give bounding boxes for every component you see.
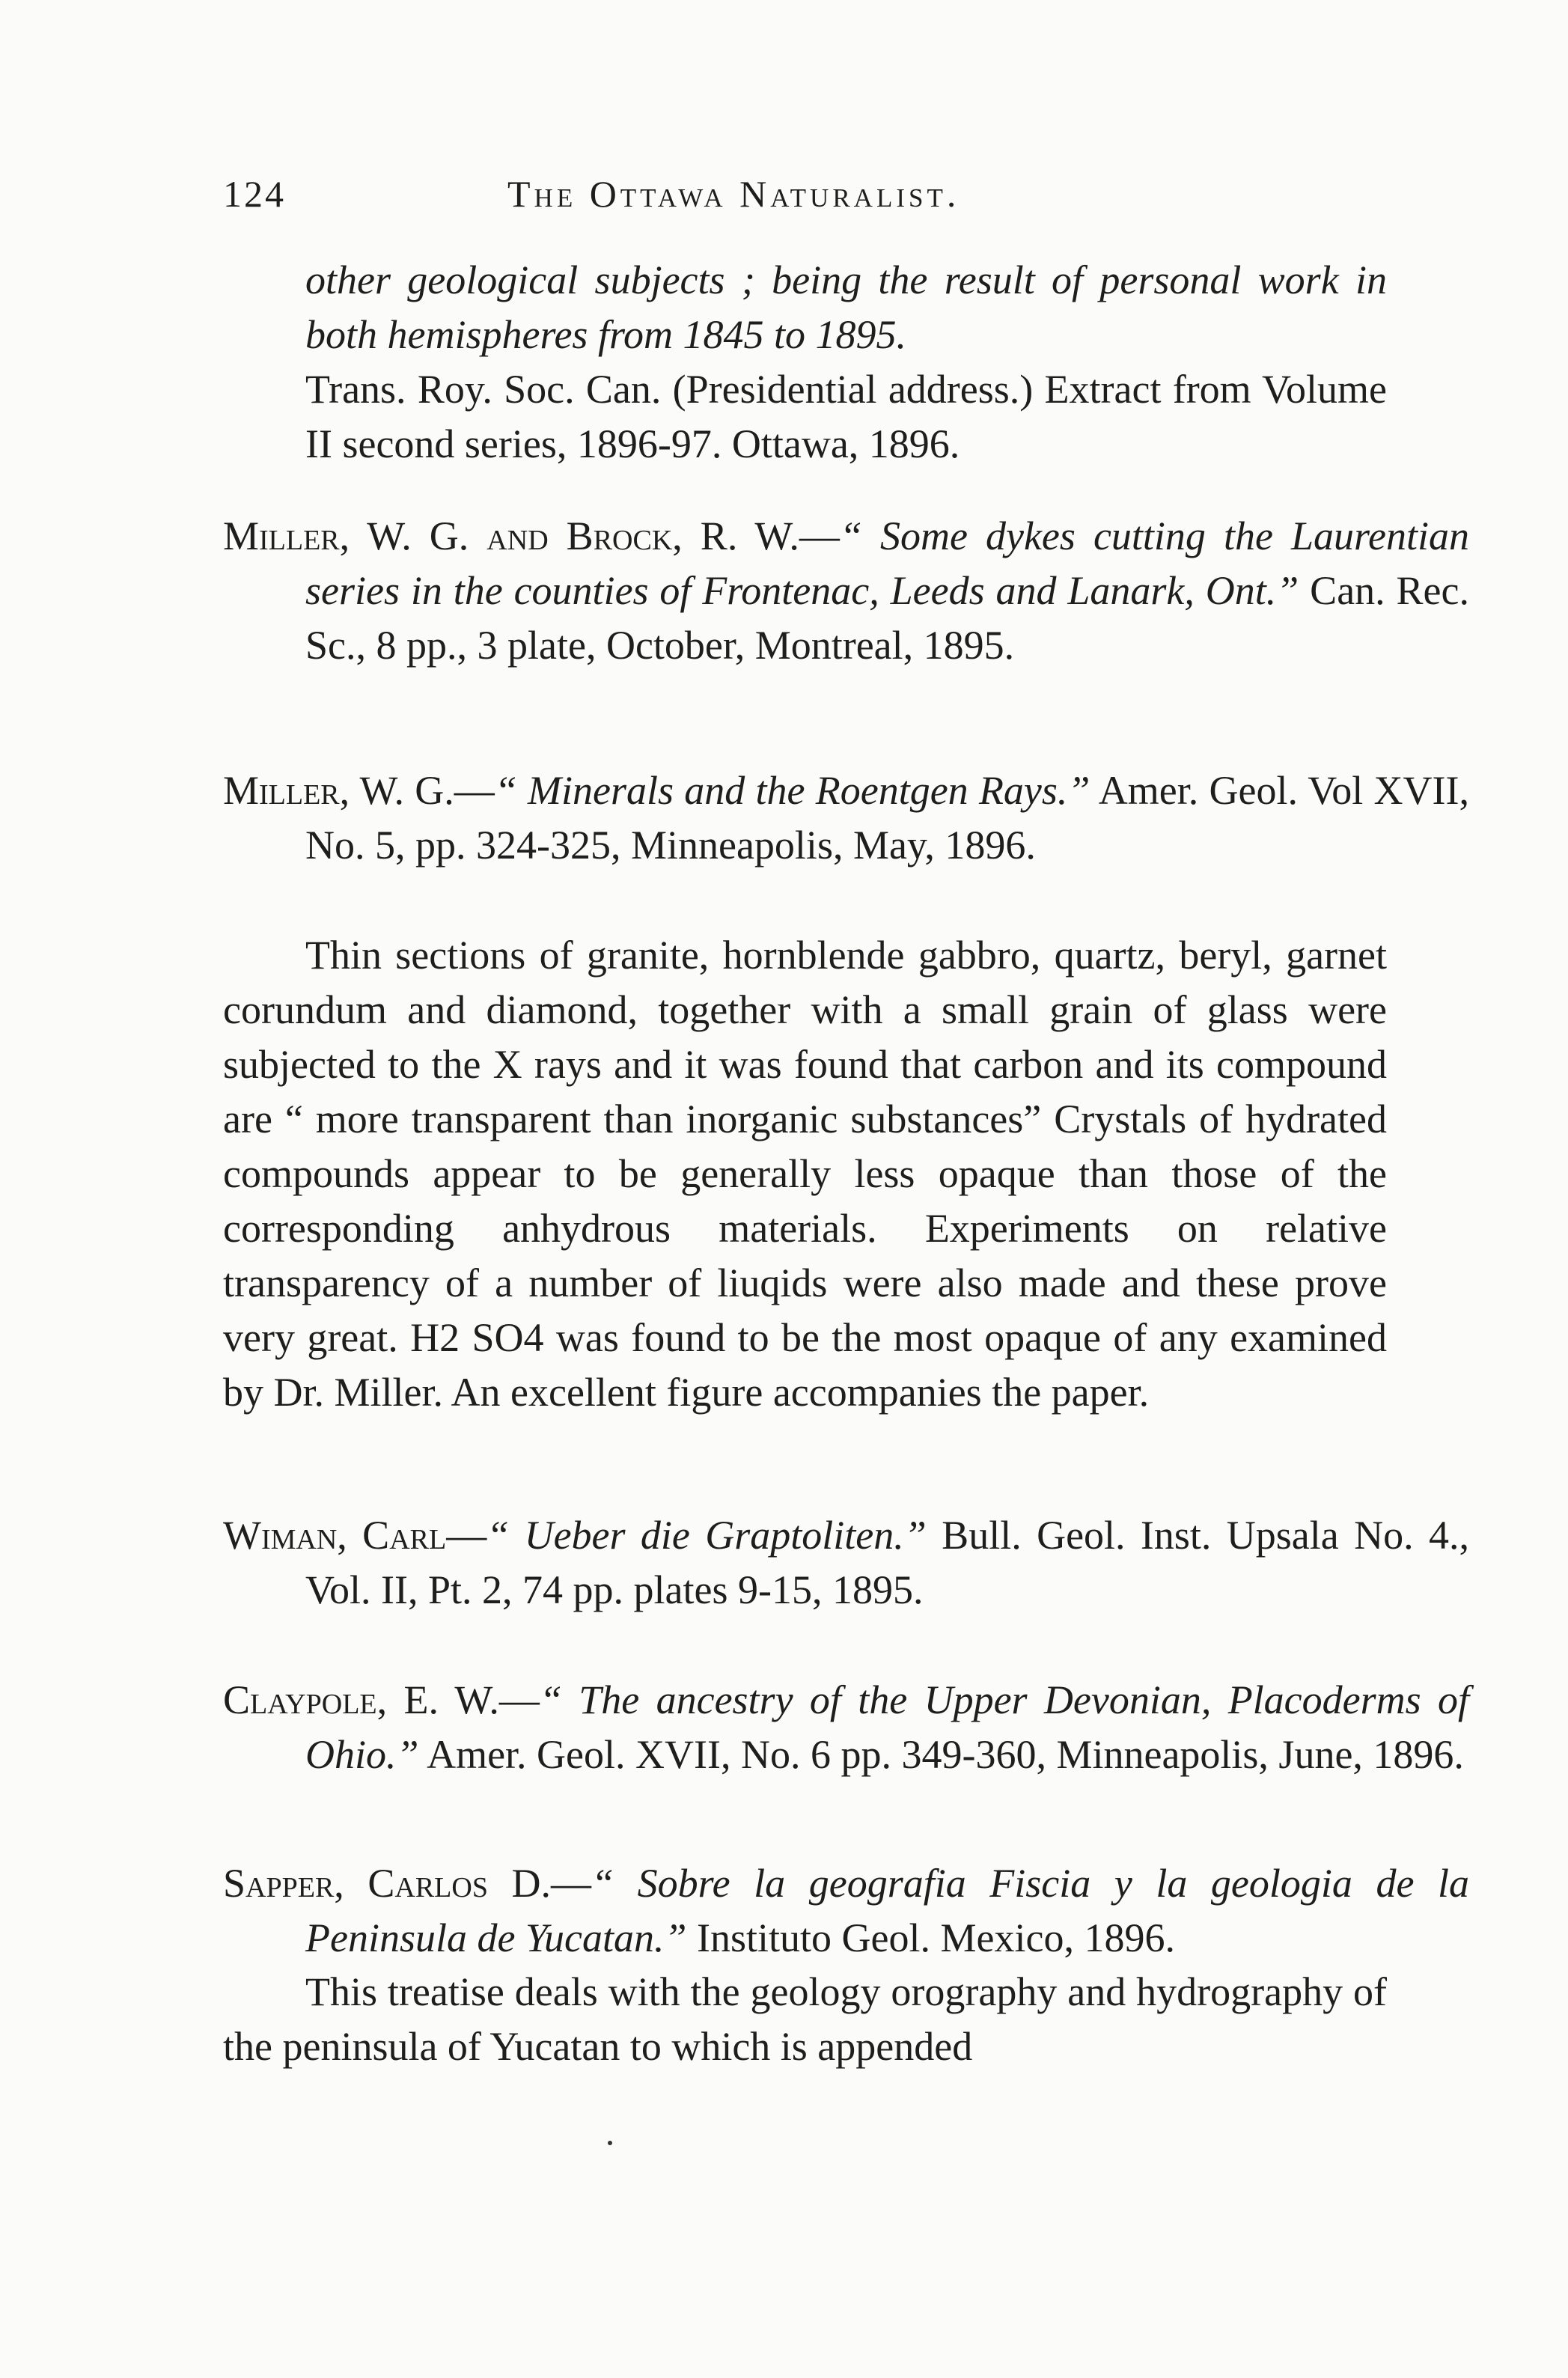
entry-authors: Miller, W. G. and Brock, R. W. [223,513,799,558]
entry-authors: Wiman, Carl [223,1513,447,1558]
entry-authors: Miller, W. G. [223,768,454,813]
entry-miller: Miller, W. G.—“ Minerals and the Roentgen Rays.” Amer. Geol. Vol XVII, No. 5, pp. 324-325, Minneapolis, May, 1896. [223,768,1469,868]
entry-title: “ Ueber die Graptoliten.” [486,1513,927,1558]
entry-miller-brock: Miller, W. G. and Brock, R. W.—“ Some dykes cutting the Laurentian series in the counties of Frontenac, Leeds and Lanark, Ont.” Can. Rec. Sc., 8 pp., 3 plate, October, Montreal, 1895. [223,513,1469,668]
entry-citation: Can. Rec. Sc., 8 pp., 3 plate, October, Montreal, 1895. [305,568,1469,668]
entry-title: “ Minerals and the Roentgen Rays.” [494,768,1090,813]
entry-title: “ The ancestry of the Upper Devonian, Placoderms of Ohio.” [305,1677,1469,1777]
entry-continued-title: other geological subjects ; being the result of personal work in both hemispheres from 1845 to 1895. [305,257,1387,357]
entry-continued [223,253,1387,472]
entry-sapper-summary: This treatise deals with the geology orography and hydrography of the peninsula of Yucatan to which is appended [223,1969,1387,2069]
entry-claypole: Claypole, E. W.—“ The ancestry of the Upper Devonian, Placoderms of Ohio.” Amer. Geol. XVII, No. 6 pp. 349-360, Minneapolis, June, 1896. [223,1677,1469,1777]
entry-citation: Amer. Geol. XVII, No. 6 pp. 349-360, Minneapolis, June, 1896. [427,1732,1464,1777]
entry-title: “ Sobre la geografia Fiscia y la geologia de la Peninsula de Yucatan.” [305,1861,1470,1960]
entry-continued-citation: Trans. Roy. Soc. Can. (Presidential address.) Extract from Volume II second series, 1896-97. Ottawa, 1896. [305,367,1387,466]
entry-wiman: Wiman, Carl—“ Ueber die Graptoliten.” Bull. Geol. Inst. Upsala No. 4., Vol. II, Pt. 2, 74 pp. plates 9-15, 1895. [223,1513,1469,1612]
entry-miller-summary: Thin sections of granite, hornblende gabbro, quartz, beryl, garnet corundum and diamond, together with a small grain of glass were subjected to the X rays and it was found that carbon and its compound are “ more transparent than inorganic substances” Crystals of hydrated compounds appear to be generally less opaque than those of the corresponding anhydrous materials. Experiments on relative transparency of a number of liuqids were also made and these prove very great. H2 SO4 was found to be the most opaque of any examined by Dr. Miller. An excellent figure accompanies the paper. [223,933,1387,1415]
journal-title: The Ottawa Naturalist. [507,173,960,215]
page-number: 124 [223,173,286,215]
entry-title: “ Some dykes cutting the Laurentian series in the counties of Frontenac, Leeds and Lanark, Ont.” [305,513,1469,613]
entry-sapper: Sapper, Carlos D.—“ Sobre la geografia Fiscia y la geologia de la Peninsula de Yucatan.” Instituto Geol. Mexico, 1896. [223,1861,1470,1960]
entry-citation: Instituto Geol. Mexico, 1896. [697,1915,1175,1960]
page-speck [608,2141,612,2145]
entry-authors: Sapper, Carlos D. [223,1861,552,1906]
entry-citation: Amer. Geol. Vol XVII, No. 5, pp. 324-325, Minneapolis, May, 1896. [305,768,1469,868]
entry-authors: Claypole, E. W. [223,1677,499,1722]
entry-citation: Bull. Geol. Inst. Upsala No. 4., Vol. II, Pt. 2, 74 pp. plates 9-15, 1895. [305,1513,1469,1612]
page-header [223,172,1391,225]
